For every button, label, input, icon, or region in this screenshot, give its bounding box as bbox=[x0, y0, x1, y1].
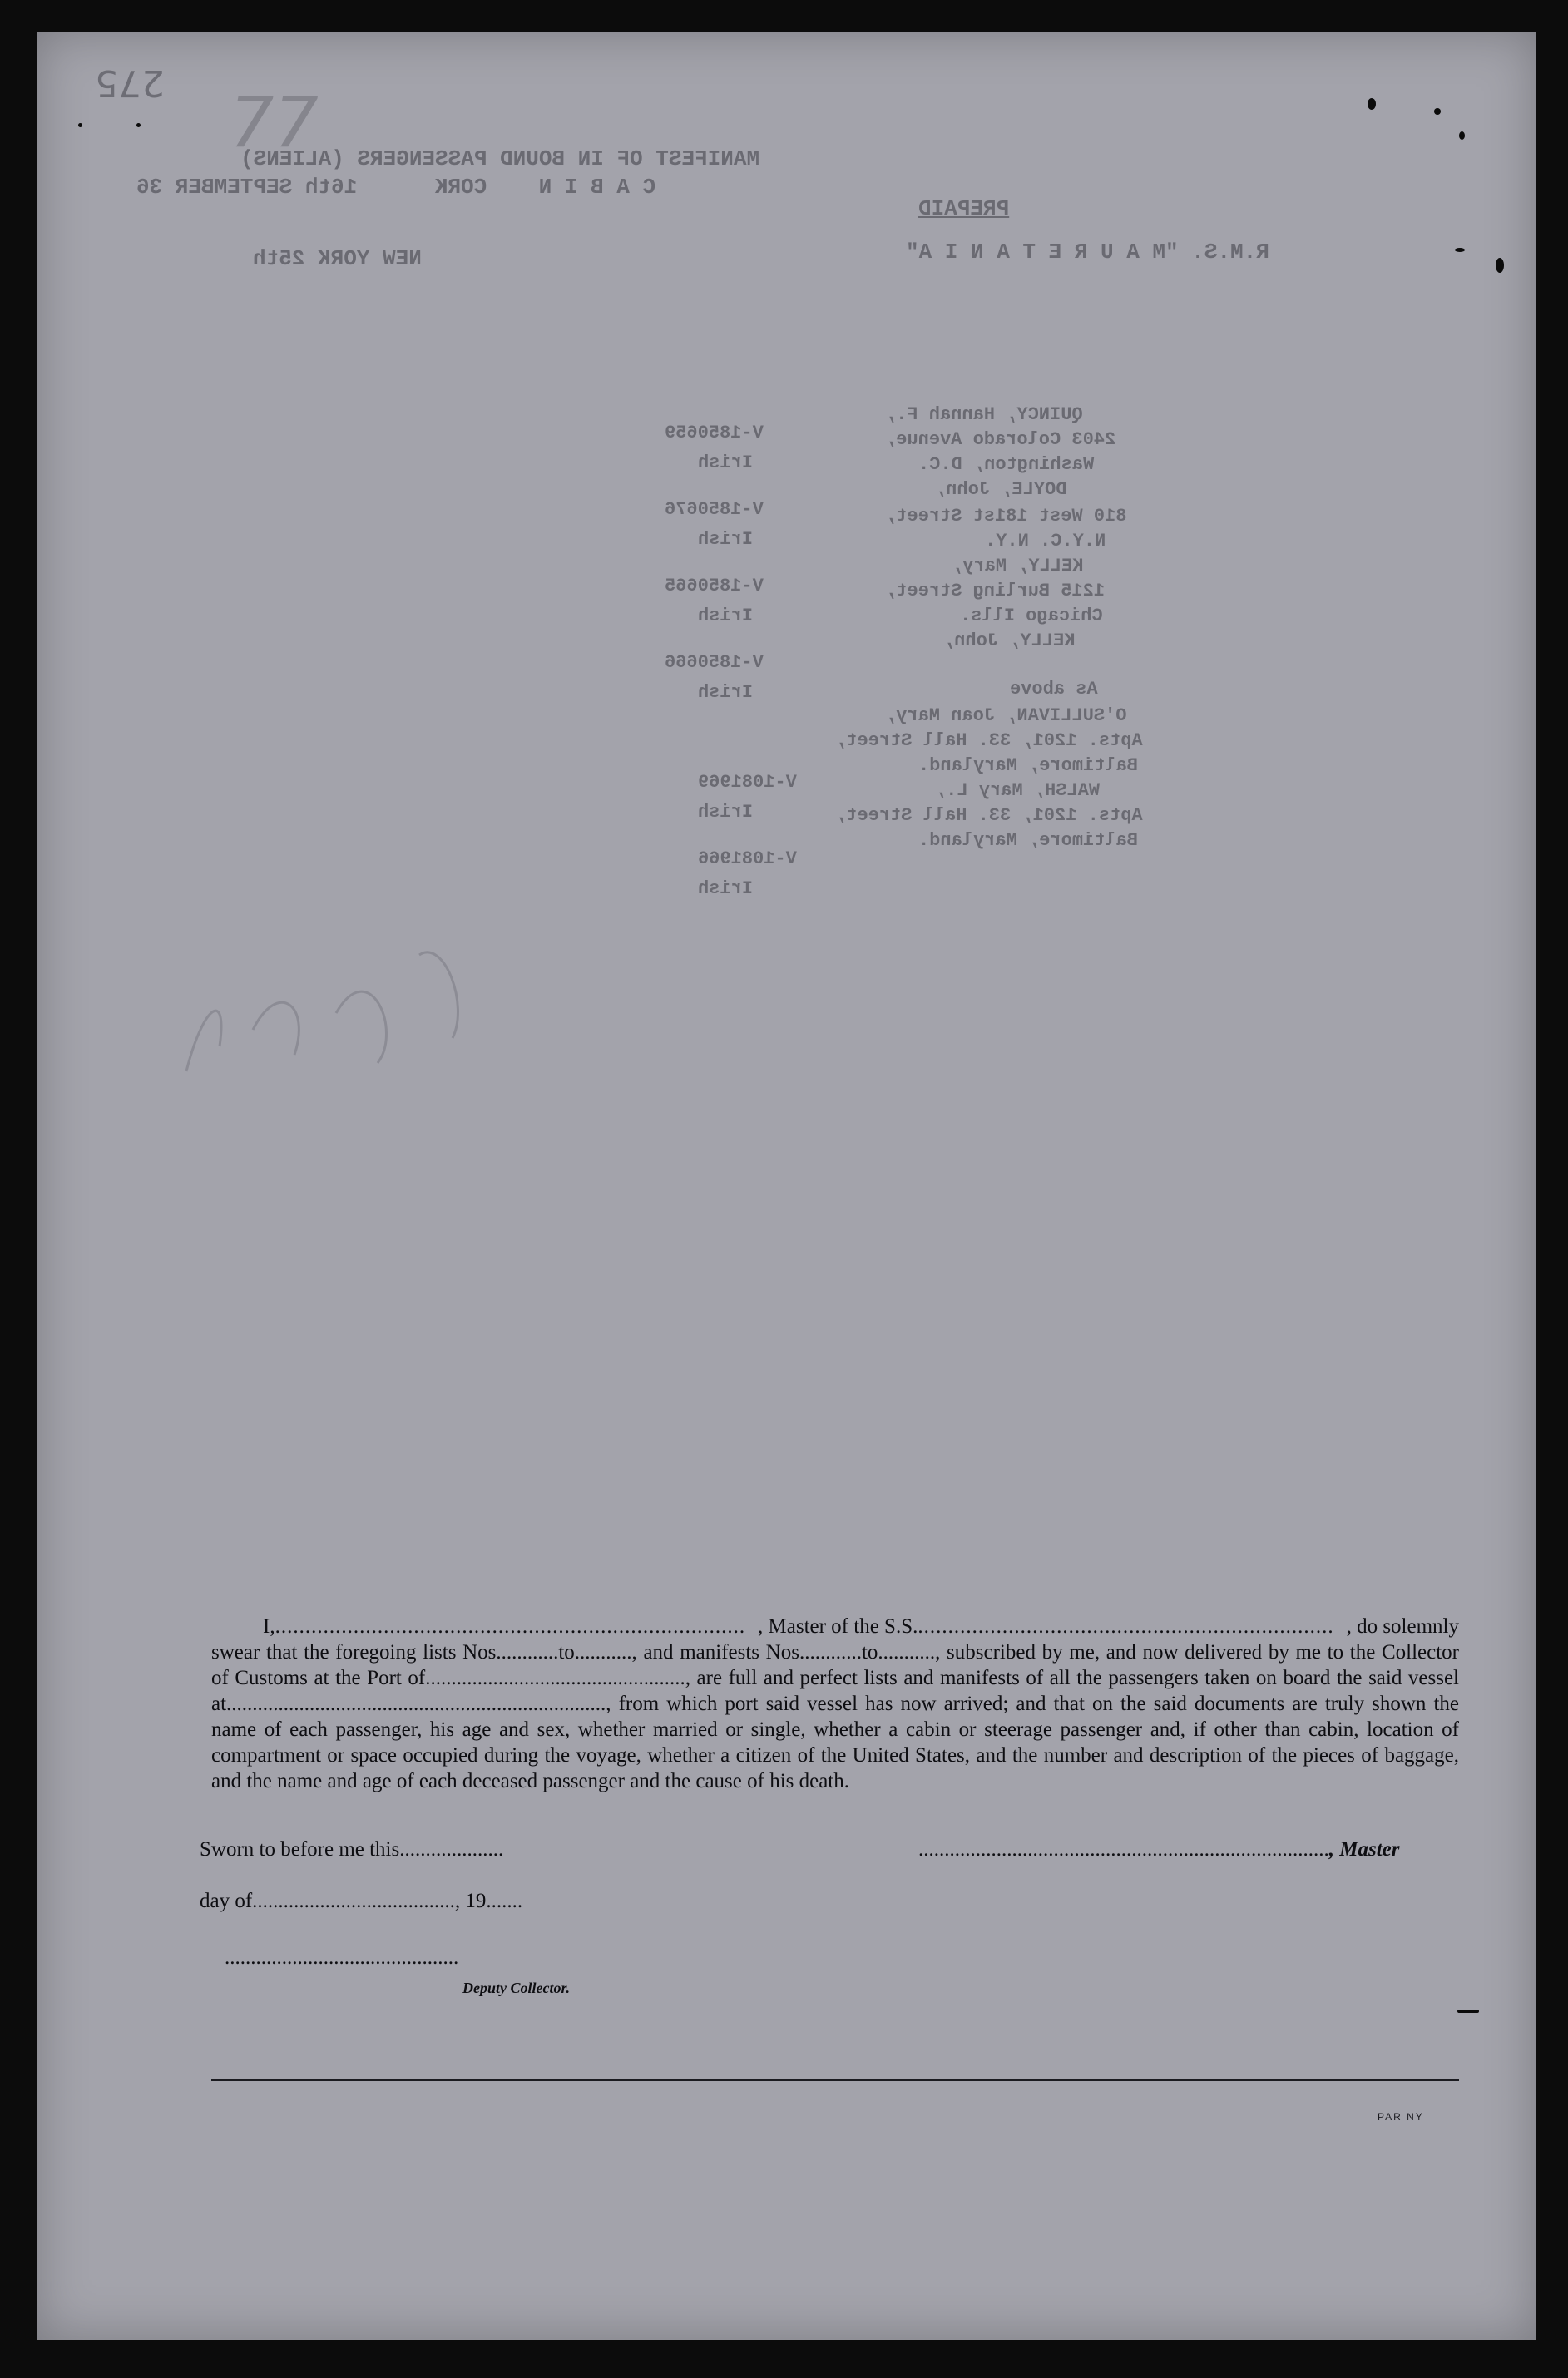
bleed-number: Irish bbox=[698, 802, 754, 823]
bleed-name-line: QUINCY, Hannah F., bbox=[885, 404, 1083, 425]
oath-text: swear that the foregoing lists Nos............to..........., and manifests Nos............to..........., subscribed by me, and now delivered by me to the Collector of Customs at the Port of.................................................., are full and perfect lists and manifests of all the passengers taken on board the said vessel at........................................................................., from which port said vessel has now arrived; and that on the said documents are truly shown the name of each passenger, his age and sex, whether married or single, whether a cabin or steerage passenger and, if other than cabin, location of compartment or space occupied during the voyage, whether a citizen of the United States, and the number and description of the pieces of baggage, and the name and age of each deceased passenger and the cause of his death. bbox=[211, 1641, 1459, 1792]
speck bbox=[1459, 131, 1465, 140]
bleed-name-line: 1215 Burling Street, bbox=[885, 581, 1106, 601]
day-of-label: day of......................................., bbox=[200, 1890, 461, 1912]
manifest-sheet bbox=[37, 32, 1536, 2340]
oath-master-of: , Master of the S.S...................................................................... bbox=[758, 1615, 1334, 1638]
bleed-name-line: 2403 Colorado Avenue, bbox=[885, 429, 1116, 450]
speck bbox=[1455, 248, 1465, 252]
bleed-number: V-1081969 bbox=[698, 772, 797, 793]
bleed-number: Irish bbox=[698, 878, 754, 899]
bleed-name-line: Apts. 1201, 33. Hall Street, bbox=[835, 730, 1143, 751]
bleed-name-line: As above bbox=[1010, 679, 1098, 700]
page-number: 275 bbox=[95, 62, 165, 104]
bleed-number: Irish bbox=[698, 606, 754, 626]
deputy-collector-label: Deputy Collector. bbox=[462, 1980, 570, 1996]
bleed-name-line: Apts. 1201, 33. Hall Street, bbox=[835, 805, 1143, 826]
printer-imprint: PAR NY bbox=[1378, 2111, 1424, 2123]
bleed-header-4: PREPAID bbox=[918, 196, 1010, 221]
oath-lead: I,.............................................................................. bbox=[263, 1615, 746, 1638]
sworn-line: Sworn to before me this.................... bbox=[200, 1838, 504, 1861]
bleed-name-line: WALSH, Mary L., bbox=[935, 780, 1101, 801]
bleed-number: V-1850659 bbox=[665, 423, 764, 443]
bleed-name-line: Baltimore, Maryland. bbox=[918, 755, 1139, 776]
oath-solemnly: , do solemnly bbox=[1346, 1615, 1459, 1638]
bleed-number: V-1850676 bbox=[665, 499, 764, 520]
bleed-name-line: Washington, D.C. bbox=[918, 454, 1095, 475]
master-signature-line bbox=[918, 1838, 1399, 1861]
bleed-number: Irish bbox=[698, 452, 754, 473]
oath-paragraph bbox=[211, 1614, 1459, 1794]
speck bbox=[1368, 98, 1376, 110]
bleed-header-1: MANIFEST OF IN BOUND PASSENGERS (ALIENS) bbox=[240, 146, 760, 171]
bleed-number: V-1850665 bbox=[665, 576, 764, 596]
speck bbox=[1496, 258, 1504, 273]
bleed-number: V-1850666 bbox=[665, 652, 764, 673]
bleed-name-line: KELLY, Mary, bbox=[952, 556, 1084, 576]
pencil-scribble bbox=[170, 905, 519, 1088]
bleed-header-2: C A B I N CORK 16th SEPTEMBER 36 bbox=[136, 175, 656, 200]
bleed-name-line: DOYLE, John, bbox=[935, 479, 1067, 500]
pencil-mark: 77 bbox=[230, 82, 319, 163]
speck bbox=[1434, 108, 1441, 115]
bleed-name-line: KELLY, John, bbox=[943, 630, 1076, 651]
bleed-name-line: Chicago Ills. bbox=[960, 606, 1103, 626]
bleed-number: V-1081966 bbox=[698, 848, 797, 869]
master-dots: ............................................................................... bbox=[918, 1838, 1329, 1861]
master-label: , Master bbox=[1328, 1838, 1400, 1861]
bleed-name-line: N.Y.C. N.Y. bbox=[985, 531, 1106, 551]
bleed-name-line: Baltimore, Maryland. bbox=[918, 830, 1139, 851]
speck bbox=[1457, 2010, 1479, 2013]
day-of-line bbox=[200, 1890, 522, 1913]
oath-first-line bbox=[211, 1614, 1459, 1639]
bottom-rule bbox=[211, 2079, 1459, 2081]
deputy-dots: ............................................. bbox=[225, 1946, 459, 1969]
year-label: 19....... bbox=[465, 1890, 523, 1912]
bleed-header-5: R.M.S. "M A U R E T A N I A" bbox=[906, 240, 1269, 264]
bleed-name-line: O'SULLIVAN, Joan Mary, bbox=[885, 705, 1127, 726]
bleed-header-3: NEW YORK 25th bbox=[253, 246, 422, 271]
bleed-number: Irish bbox=[698, 529, 754, 550]
speck bbox=[78, 123, 82, 127]
bleed-name-line: 810 West 181st Street, bbox=[885, 506, 1127, 527]
bleed-number: Irish bbox=[698, 682, 754, 703]
speck bbox=[136, 123, 141, 127]
